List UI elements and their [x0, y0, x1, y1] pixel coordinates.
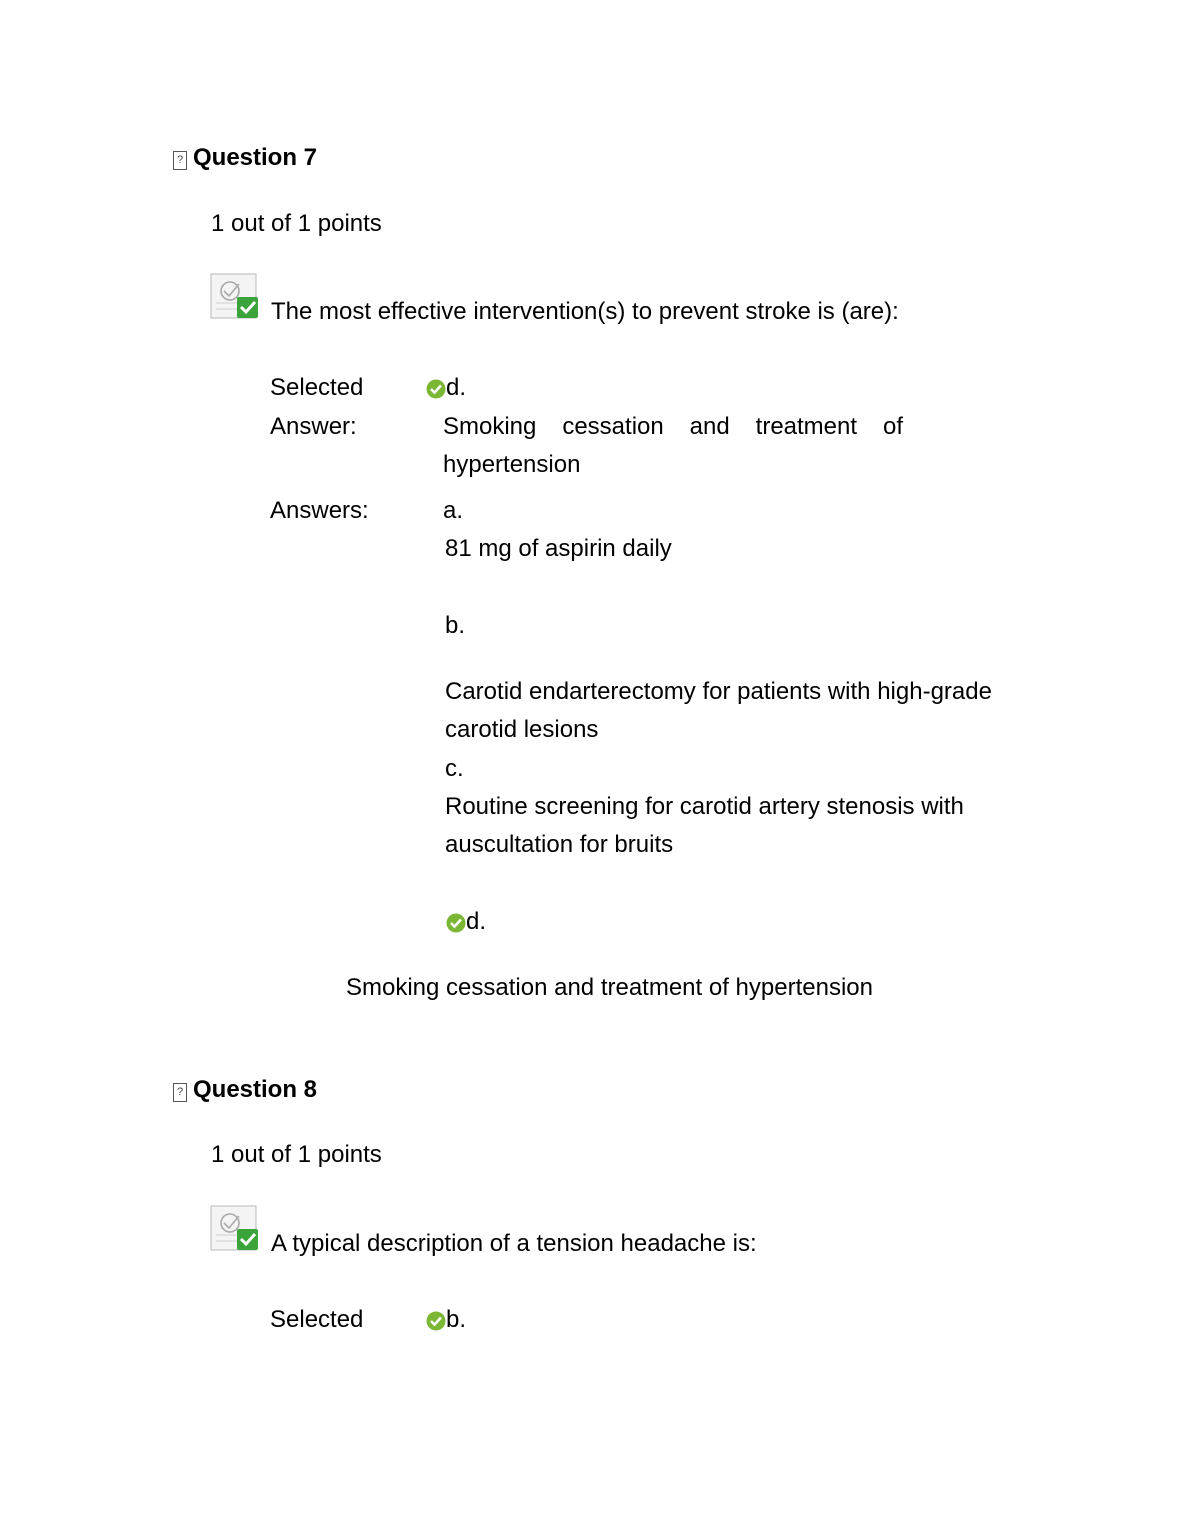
question-7-prompt: The most effective intervention(s) to prevent stroke is (are):	[271, 298, 899, 325]
answers-label: Answers:	[270, 497, 369, 524]
question-8-points: 1 out of 1 points	[211, 1141, 382, 1168]
correct-check-icon	[426, 1311, 446, 1331]
answer-c-text: Routine screening for carotid artery stenosis with	[445, 793, 964, 820]
selected-answer-label-line1: Selected	[270, 1306, 364, 1333]
selected-answer-label-line2: Answer:	[270, 413, 357, 440]
selected-answer-text: Smoking cessation and treatment of	[443, 413, 903, 440]
correct-question-icon	[210, 273, 260, 321]
missing-glyph-icon: ?	[173, 1083, 187, 1102]
correct-check-icon	[446, 913, 466, 933]
question-8-title: Question 8	[193, 1076, 318, 1103]
selected-answer-letter: d.	[446, 374, 467, 401]
answer-a-letter: a.	[443, 497, 464, 524]
answer-c-text-cont: auscultation for bruits	[445, 831, 674, 858]
answer-a-text: 81 mg of aspirin daily	[445, 535, 672, 562]
answer-b-text-cont: carotid lesions	[445, 716, 599, 743]
selected-answer-text-cont: hypertension	[443, 451, 581, 478]
question-8-prompt: A typical description of a tension headache is:	[271, 1230, 757, 1257]
selected-answer-letter: b.	[446, 1306, 467, 1333]
question-7-points: 1 out of 1 points	[211, 210, 382, 237]
selected-answer-label-line1: Selected	[270, 374, 364, 401]
answer-c-letter: c.	[445, 755, 464, 782]
correct-check-icon	[426, 379, 446, 399]
missing-glyph-icon: ?	[173, 151, 187, 170]
answer-b-text: Carotid endarterectomy for patients with high-grade	[445, 678, 992, 705]
question-7-title: Question 7	[193, 144, 318, 171]
answer-d-letter: d.	[466, 908, 487, 935]
answer-d-text: Smoking cessation and treatment of hypertension	[346, 974, 873, 1001]
correct-question-icon	[210, 1205, 260, 1253]
question-8-heading	[173, 1078, 317, 1102]
question-7-heading	[173, 146, 317, 170]
answer-b-letter: b.	[445, 612, 466, 639]
